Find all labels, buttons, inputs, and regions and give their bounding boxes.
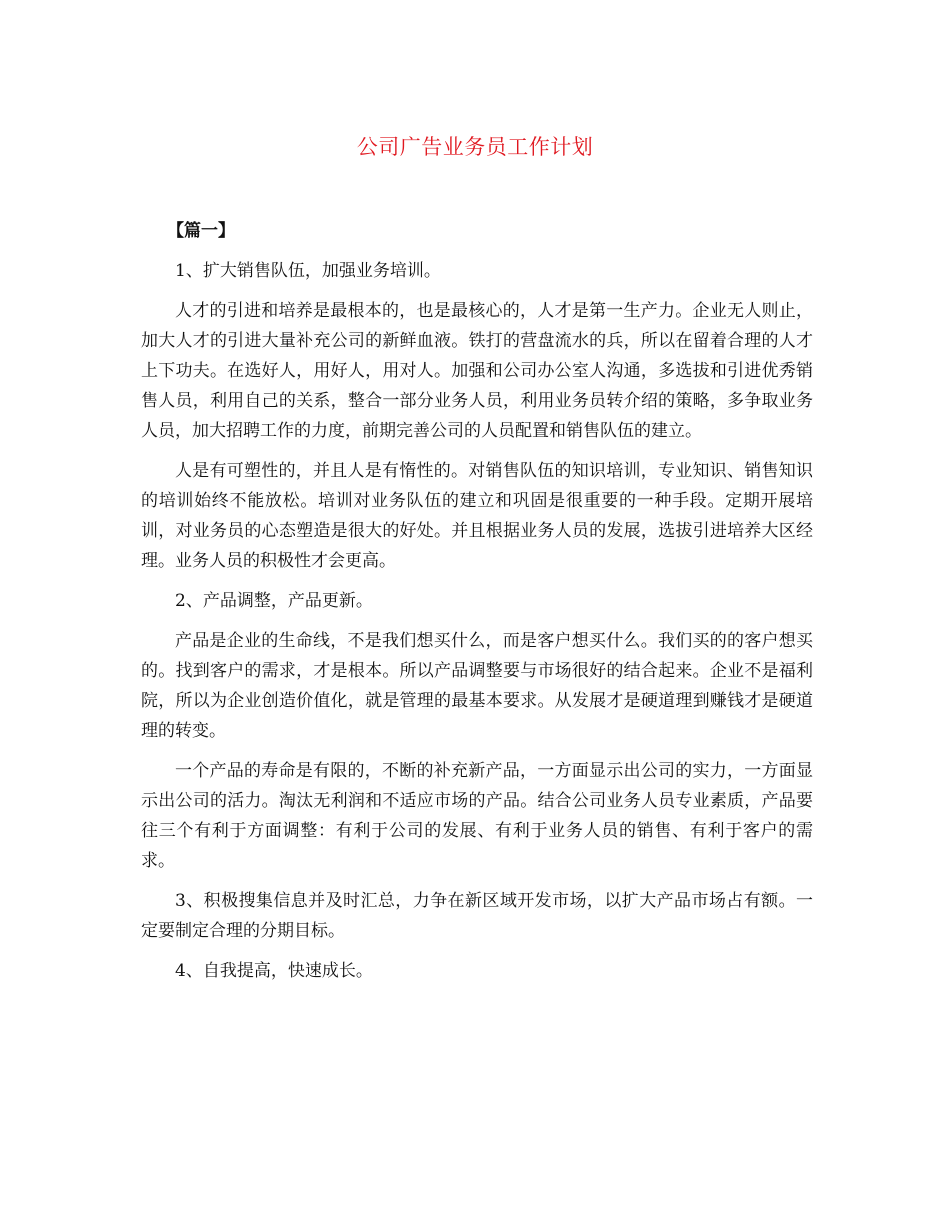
document-title: 公司广告业务员工作计划 [356, 135, 594, 159]
paragraph-training: 人是有可塑性的，并且人是有惰性的。对销售队伍的知识培训，专业知识、销售知识的培训始终不能放松。培训对业务队伍的建立和巩固是很重要的一种手段。定期开展培训，对业务员的心态塑造是很大的好处。并且根据业务人员的发展，选拔引进培养大区经理。业务人员的积极性才会更高。 [141, 461, 813, 571]
heading-item-4: 4、自我提高，快速成长。 [175, 961, 373, 981]
heading-item-3: 3、积极搜集信息并及时汇总，力争在新区域开发市场，以扩大产品市场占有额。一定要制定合理的分期目标。 [141, 891, 813, 941]
heading-item-1: 1、扩大销售队伍，加强业务培训。 [175, 261, 441, 281]
paragraph-product: 产品是企业的生命线，不是我们想买什么，而是客户想买什么。我们买的的客户想买的。找到客户的需求，才是根本。所以产品调整要与市场很好的结合起来。企业不是福利院，所以为企业创造价值化，就是管理的最基本要求。从发展才是硬道理到赚钱才是硬道理的转变。 [141, 631, 813, 741]
paragraph-talent: 人才的引进和培养是最根本的，也是最核心的，人才是第一生产力。企业无人则止，加大人才的引进大量补充公司的新鲜血液。铁打的营盘流水的兵，所以在留着合理的人才上下功夫。在选好人，用好人，用对人。加强和公司办公室人沟通，多选拔和引进优秀销售人员，利用自己的关系，整合一部分业务人员，利用业务员转介绍的策略，多争取业务人员，加大招聘工作的力度，前期完善公司的人员配置和销售队伍的建立。 [141, 301, 813, 441]
document-body [141, 216, 813, 996]
heading-item-2: 2、产品调整，产品更新。 [175, 591, 373, 611]
section-label: 【篇一】 [167, 221, 235, 241]
paragraph-product-lifecycle: 一个产品的寿命是有限的，不断的补充新产品，一方面显示出公司的实力，一方面显示出公司的活力。淘汰无利润和不适应市场的产品。结合公司业务人员专业素质，产品要往三个有利于方面调整：有利于公司的发展、有利于业务人员的销售、有利于客户的需求。 [141, 761, 813, 871]
